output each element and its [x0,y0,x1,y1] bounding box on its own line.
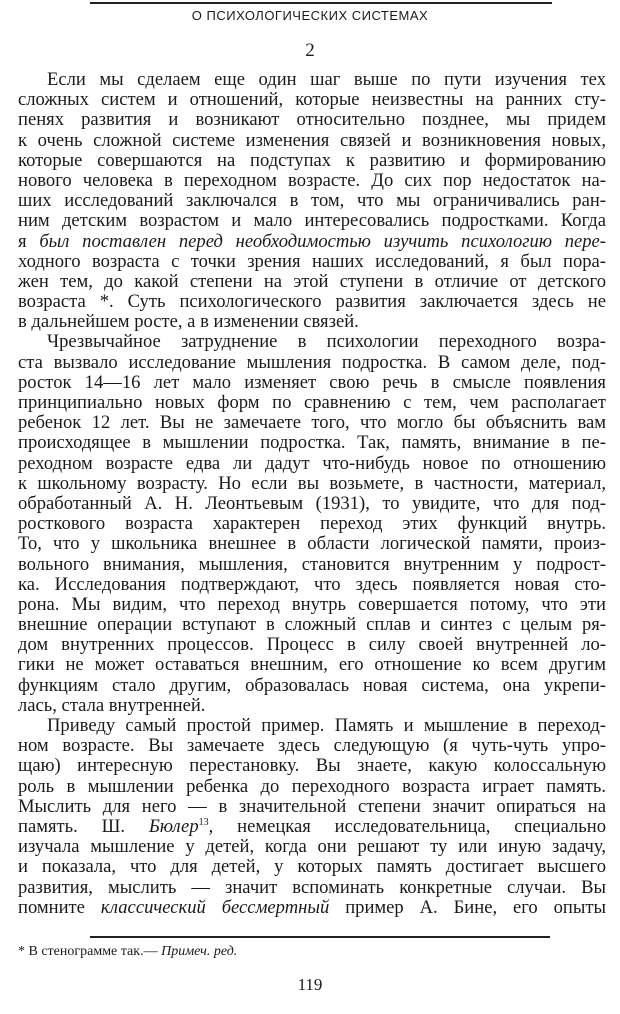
text-line [18,252,606,272]
text-line [18,635,606,655]
text-segment: обработанный А. Н. Леонтьевым (1931), то увидите, что для под- [18,492,606,514]
text-segment: ребенок 12 лет. Вы не замечаете того, что могло бы объяснить вам [18,412,606,434]
text-line [18,171,606,191]
text-segment: функциям стало другим, образовалась новая система, она укрепи- [18,674,606,696]
text-segment: дом внутренних процессов. Процесс в силу своей внутренней ло- [18,634,606,656]
text-segment: вольного внимания, мышления, становится внутренним у подрост- [18,553,606,575]
text-segment: ста вызвало исследование мышления подростка. В самом деле, под- [18,351,606,373]
text-segment: происходящее в мышлении подростка. Так, память, внимание в пе- [18,432,606,454]
text-segment: ка. Исследования подтверждают, что здесь появляется новая сто- [18,573,606,595]
text-segment: ходного возраста с точки зрения наших исследований, я был пора- [18,250,606,272]
text-segment: ним детским возрастом и мало интересовались подростками. Когда [18,210,606,232]
text-segment: сложных систем и отношений, которые неизвестны на ранних сту- [18,89,606,111]
section-number: 2 [305,40,315,61]
text-line [18,615,606,635]
text-segment: нового человека в переходном возрасте. До сих пор недостаток на- [18,169,606,191]
text-segment: к школьному возрасту. Но если вы возьмете, в частности, материал, [18,472,606,494]
text-line [18,797,606,817]
text-segment: гики не может оставаться внешним, его отношение ко всем другим [18,654,606,676]
text-line [18,70,606,90]
text-segment: ном возрасте. Вы замечаете здесь следующую (я чуть-чуть упро- [18,735,606,757]
text-line [18,696,606,716]
text-line [18,191,606,211]
text-line [18,332,606,352]
text-line [18,514,606,534]
text-segment: помните [18,896,101,918]
text-segment: рона. Мы видим, что переход внутрь совершается потому, что эти [18,593,606,615]
text-line [18,736,606,756]
text-line [18,898,606,918]
text-line [18,312,606,332]
text-line [18,655,606,675]
text-segment: развития, мыслить — значит вспоминать конкретные случаи. Вы [18,876,606,898]
text-segment: изучала мышление у детей, когда они решают ту или иную задачу, [18,836,606,858]
text-line [18,393,606,413]
text-segment: Мыслить для него — в значительной степени значит опираться на [18,795,606,817]
text-segment: возраста *. Суть психологического развития заключается здесь не [18,291,606,313]
text-line [18,433,606,453]
text-line [18,353,606,373]
footnote-editor-note: Примеч. ред. [161,944,238,959]
footnote-ref: 13 [198,816,209,828]
text-line [18,494,606,514]
text-segment: ших исследований заключался в том, что мы ограничивались ран- [18,190,606,212]
text-line [18,595,606,615]
text-line [18,534,606,554]
text-segment: То, что у школьника внешнее в области логической памяти, произ- [18,533,606,555]
text-segment: роль в мышлении ребенка до переходного возраста играет память. [18,775,606,797]
header-rule [90,2,552,4]
text-segment: Приведу самый простой пример. Память и мышление в переход- [47,715,606,736]
text-line [18,555,606,575]
text-line [18,777,606,797]
text-line [18,211,606,231]
text-line [18,454,606,474]
text-segment: память. Ш. [18,815,149,837]
text-line [18,676,606,696]
text-segment: щаю) интересную перестановку. Вы знаете, какую колоссальную [18,755,606,777]
text-segment: , немецкая исследовательница, специально [208,815,606,837]
text-segment: лась, стала внутренней. [18,694,206,716]
text-segment: к очень сложной системе изменения связей и возникновения новых, [18,129,606,151]
page-number: 119 [297,975,323,994]
text-segment: реходном возрасте едва ли дадут что-нибудь новое по отношению [18,452,606,474]
footnote [18,944,237,960]
text-line [18,292,606,312]
text-segment: росток 14—16 лет мало изменяет свою речь в смысле появления [18,371,606,393]
italic-text: классический бессмертный [100,896,330,918]
text-line [18,272,606,292]
text-segment: внешние операции вступают в сложный сплав и синтез с целым ря- [18,614,606,636]
text-line [18,837,606,857]
text-line [18,878,606,898]
text-segment: в дальнейшем росте, а в изменении связей. [18,311,359,333]
text-line [18,151,606,171]
text-line [18,817,606,837]
italic-text: был поставлен перед необходимостью изучить психологию пере- [39,230,606,252]
text-segment: Если мы сделаем еще один шаг выше по пути изучения тех [47,69,606,90]
running-head: О ПСИХОЛОГИЧЕСКИХ СИСТЕМАХ [191,8,429,23]
text-line [18,373,606,393]
footnote-rule [90,936,550,938]
text-segment: принципиально новых форм по сравнению с тем, чем располагает [18,392,606,413]
text-line [18,232,606,252]
text-segment: жен тем, до какой степени на этой ступени в отличие от детского [18,270,606,292]
text-segment: которые совершаются на подступах к развитию и формированию [18,149,606,171]
text-line [18,131,606,151]
text-line [18,857,606,877]
text-segment: я [18,230,40,252]
text-segment: и показала, что для детей, у которых память достигает высшего [18,856,606,878]
text-segment: Чрезвычайное затруднение в психологии переходного возра- [47,331,606,353]
italic-text: Бюлер [148,815,199,837]
text-line [18,413,606,433]
text-segment: пример А. Бине, его опыты [329,896,606,918]
text-line [18,716,606,736]
body-text [18,70,606,918]
text-line [18,110,606,130]
text-line [18,474,606,494]
text-line [18,575,606,595]
footnote-text: * В стенограмме так.— [18,944,162,959]
text-line [18,90,606,110]
text-segment: пенях развития и возникают относительно позднее, мы придем [18,109,606,131]
text-line [18,756,606,776]
text-segment: росткового возраста характерен переход этих функций внутрь. [18,513,606,535]
